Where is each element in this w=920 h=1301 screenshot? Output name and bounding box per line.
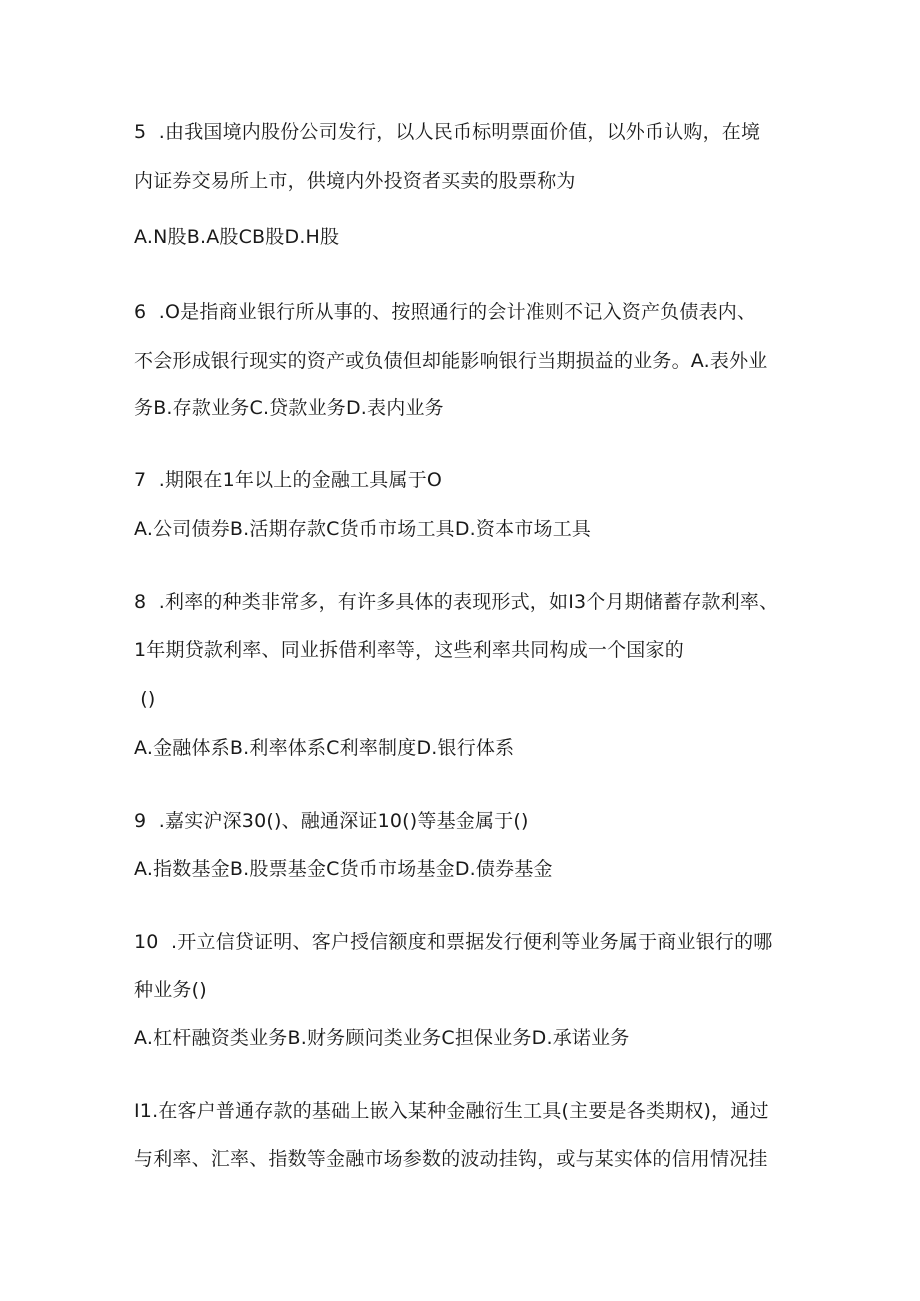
question-11-line-1: I1.在客户普通存款的基础上嵌入某种金融衍生工具(主要是各类期权)，通过 xyxy=(134,1100,769,1122)
question-10-options: A.杠杆融资类业务B.财务顾问类业务C担保业务D.承诺业务 xyxy=(134,1027,630,1049)
question-9-options: A.指数基金B.股票基金C货币市场基金D.债券基金 xyxy=(134,858,553,880)
question-9-line-1: 9 .嘉实沪深30()、融通深证10()等基金属于() xyxy=(134,810,529,832)
question-8-line-3: () xyxy=(134,688,156,710)
question-8-line-1: 8 .利率的种类非常多，有许多具体的表现形式，如I3个月期储蓄存款利率、 xyxy=(134,591,779,613)
question-6-line-1: 6 .O是指商业银行所从事的、按照通行的会计准则不记入资产负债表内、 xyxy=(134,301,757,323)
question-7-line-1: 7 .期限在1年以上的金融工具属于O xyxy=(134,469,443,491)
question-6-line-2: 不会形成银行现实的资产或负债但却能影响银行当期损益的业务。A.表外业 xyxy=(134,350,768,372)
question-10-line-1: 10 .开立信贷证明、客户授信额度和票据发行便利等业务属于商业银行的哪 xyxy=(134,931,773,953)
question-6-line-3: 务B.存款业务C.贷款业务D.表内业务 xyxy=(134,397,444,419)
question-11-line-2: 与利率、汇率、指数等金融市场参数的波动挂钩，或与某实体的信用情况挂 xyxy=(134,1148,768,1170)
question-5-line-2: 内证券交易所上市，供境内外投资者买卖的股票称为 xyxy=(134,170,576,192)
question-5-line-1: 5 .由我国境内股份公司发行，以人民币标明票面价值，以外币认购，在境 xyxy=(134,121,761,143)
question-8-line-2: 1年期贷款利率、同业拆借利率等，这些利率共同构成一个国家的 xyxy=(134,639,684,661)
question-8-options: A.金融体系B.利率体系C利率制度D.银行体系 xyxy=(134,737,515,759)
question-5-options: A.N股B.A股CB股D.H股 xyxy=(134,226,340,248)
question-10-line-2: 种业务() xyxy=(134,979,207,1001)
question-7-options: A.公司债券B.活期存款C货币市场工具D.资本市场工具 xyxy=(134,518,592,540)
